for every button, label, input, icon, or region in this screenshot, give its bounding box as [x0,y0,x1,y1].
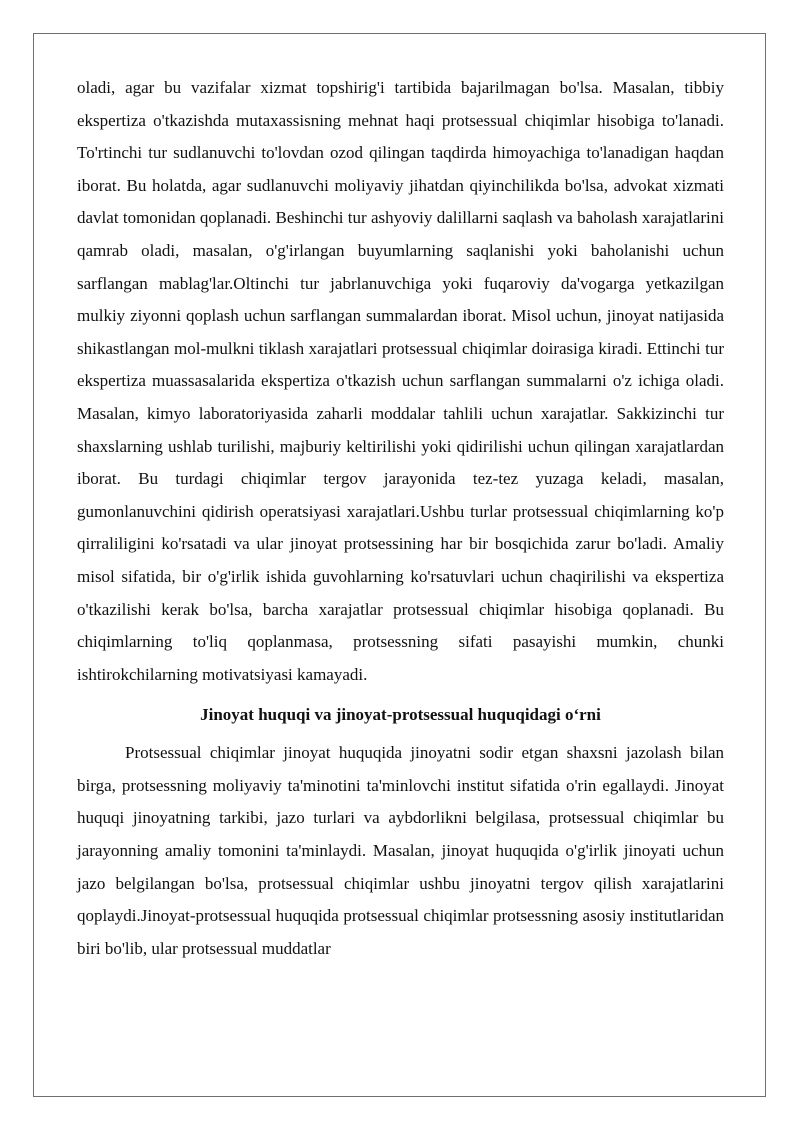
body-paragraph: Protsessual chiqimlar jinoyat huquqida jinoyatni sodir etgan shaxsni jazolash bilan birga, protsessning moliyaviy ta'minotini ta'minlovchi institut sifatida o'rin egallaydi. Jinoyat huquqi jinoyatning tarkibi, jazo turlari va aybdorlikni belgilasa, protsessual chiqimlar bu jarayonning amaliy tomonini ta'minlaydi. Masalan, jinoyat huquqida o'g'irlik jinoyati uchun jazo belgilangan bo'lsa, protsessual chiqimlar ushbu jinoyatni tergov qilish xarajatlarini qoplaydi.Jinoyat-protsessual huquqida protsessual chiqimlar protsessning asosiy institutlaridan biri bo'lib, ular protsessual muddatlar [77,743,724,958]
document-body [77,72,724,965]
body-paragraph-continued: oladi, agar bu vazifalar xizmat topshirig'i tartibida bajarilmagan bo'lsa. Masalan, tibbiy ekspertiza o'tkazishda mutaxassisning mehnat haqi protsessual chiqimlar hisobiga to'lanadi. To'rtinchi tur sudlanuvchi to'lovdan ozod qilingan taqdirda himoyachiga to'lanadigan haqdan iborat. Bu holatda, agar sudlanuvchi moliyaviy jihatdan qiyinchilikda bo'lsa, advokat xizmati davlat tomonidan qoplanadi. Beshinchi tur ashyoviy dalillarni saqlash va baholash xarajatlarini qamrab oladi, masalan, o'g'irlangan buyumlarning saqlanishi yoki baholanishi uchun sarflangan mablag'lar.Oltinchi tur jabrlanuvchiga yoki fuqaroviy da'vogarga yetkazilgan mulkiy ziyonni qoplash uchun sarflangan summalardan iborat. Misol uchun, jinoyat natijasida shikastlangan mol-mulkni tiklash xarajatlari protsessual chiqimlar doirasiga kiradi. Ettinchi tur ekspertiza muassasalarida ekspertiza o'tkazish uchun sarflangan summalarni o'z ichiga oladi. Masalan, kimyo laboratoriyasida zaharli moddalar tahlili uchun xarajatlar. Sakkizinchi tur shaxslarning ushlab turilishi, majburiy keltirilishi yoki qidirilishi uchun qilingan xarajatlardan iborat. Bu turdagi chiqimlar tergov jarayonida tez-tez yuzaga keladi, masalan, gumonlanuvchini qidirish operatsiyasi xarajatlari.Ushbu turlar protsessual chiqimlarning ko'p qirraliligini ko'rsatadi va ular jinoyat protsessining har bir bosqichida zarur bo'ladi. Amaliy misol sifatida, bir o'g'irlik ishida guvohlarning ko'rsatuvlari uchun chaqirilishi va ekspertiza o'tkazilishi kerak bo'lsa, barcha xarajatlar protsessual chiqimlar hisobiga qoplanadi. Bu chiqimlarning to'liq qoplanmasa, protsessning sifati pasayishi mumkin, chunki ishtirokchilarning motivatsiyasi kamayadi. [77,78,724,684]
section-heading: Jinoyat huquqi va jinoyat-protsessual huquqidagi o‘rni [200,705,601,725]
